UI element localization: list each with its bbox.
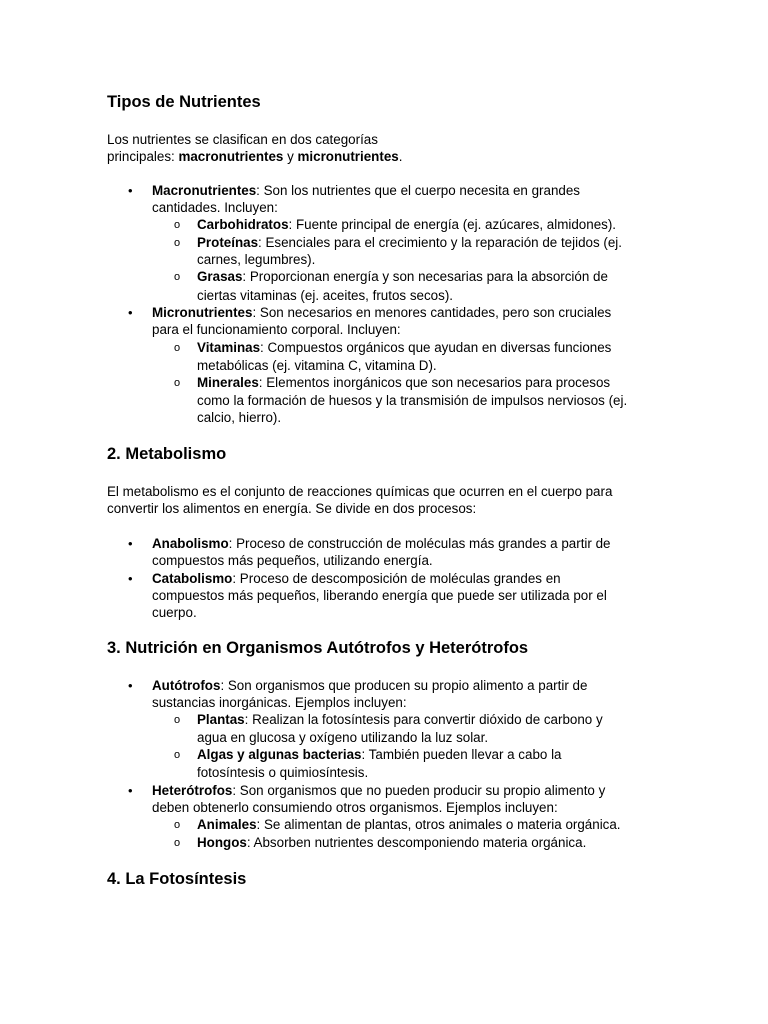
paragraph-line: El metabolismo es el conjunto de reacciones químicas que ocurren en el cuerpo para	[107, 484, 613, 499]
list-item: Micronutrientes: Son necesarios en menores cantidades, pero son cruciales	[152, 305, 612, 320]
list-item-cont: deben obtenerlo consumiendo otros organismos. Ejemplos incluyen:	[152, 800, 558, 815]
sub-list-item: Proteínas: Esenciales para el crecimiento y la reparación de tejidos (ej.	[197, 235, 622, 250]
sub-list-item: Animales: Se alimentan de plantas, otros animales o materia orgánica.	[197, 817, 621, 832]
sub-list-item-cont: como la formación de huesos y la transmisión de impulsos nerviosos (ej.	[197, 393, 628, 408]
list-item-cont: cuerpo.	[152, 605, 197, 620]
bullet-icon: •	[128, 305, 133, 320]
list-item: Heterótrofos: Son organismos que no pueden producir su propio alimento y	[152, 783, 606, 798]
bullet-icon: •	[128, 571, 133, 586]
sub-bullet-icon: o	[174, 837, 181, 849]
bold-term: macronutrientes	[178, 149, 284, 164]
sub-list-item-cont: carnes, legumbres).	[197, 252, 316, 267]
list-item-cont: sustancias inorgánicas. Ejemplos incluyen:	[152, 695, 407, 710]
sub-list-item-cont: fotosíntesis o quimiosíntesis.	[197, 765, 369, 780]
paragraph-line: principales: macronutrientes y micronutrientes.	[107, 149, 403, 164]
list-item: Anabolismo: Proceso de construcción de moléculas más grandes a partir de	[152, 536, 611, 551]
list-item-cont: compuestos más pequeños, utilizando energía.	[152, 553, 433, 568]
sub-bullet-icon: o	[174, 237, 181, 249]
list-item-cont: cantidades. Incluyen:	[152, 200, 278, 215]
sub-bullet-icon: o	[174, 819, 181, 831]
list-item: Catabolismo: Proceso de descomposición de moléculas grandes en	[152, 571, 561, 586]
list-item-cont: para el funcionamiento corporal. Incluyen:	[152, 322, 401, 337]
sub-list-item-cont: calcio, hierro).	[197, 410, 282, 425]
list-item: Autótrofos: Son organismos que producen su propio alimento a partir de	[152, 678, 588, 693]
paragraph-line: Los nutrientes se clasifican en dos categorías	[107, 132, 378, 147]
section-title-fotosintesis: 4. La Fotosíntesis	[107, 870, 247, 888]
sub-bullet-icon: o	[174, 219, 181, 231]
sub-list-item: Carbohidratos: Fuente principal de energía (ej. azúcares, almidones).	[197, 217, 617, 232]
sub-list-item-cont: agua en glucosa y oxígeno utilizando la luz solar.	[197, 730, 489, 745]
sub-bullet-icon: o	[174, 377, 181, 389]
bullet-icon: •	[128, 536, 133, 551]
section-title-nutricion: 3. Nutrición en Organismos Autótrofos y Heterótrofos	[107, 639, 529, 657]
list-item: Macronutrientes: Son los nutrientes que el cuerpo necesita en grandes	[152, 183, 580, 198]
section-title-tipos-nutrientes: Tipos de Nutrientes	[107, 93, 261, 111]
sub-list-item: Vitaminas: Compuestos orgánicos que ayudan en diversas funciones	[197, 340, 612, 355]
bullet-icon: •	[128, 678, 133, 693]
sub-list-item: Plantas: Realizan la fotosíntesis para convertir dióxido de carbono y	[197, 712, 603, 727]
section-title-metabolismo: 2. Metabolismo	[107, 445, 227, 463]
sub-bullet-icon: o	[174, 714, 181, 726]
sub-list-item: Hongos: Absorben nutrientes descomponiendo materia orgánica.	[197, 835, 587, 850]
sub-list-item: Algas y algunas bacterias: También pueden llevar a cabo la	[197, 747, 562, 762]
sub-list-item-cont: ciertas vitaminas (ej. aceites, frutos secos).	[197, 288, 453, 303]
bullet-icon: •	[128, 783, 133, 798]
sub-list-item: Minerales: Elementos inorgánicos que son necesarios para procesos	[197, 375, 611, 390]
list-item-cont: compuestos más pequeños, liberando energía que puede ser utilizada por el	[152, 588, 607, 603]
sub-bullet-icon: o	[174, 271, 181, 283]
bullet-icon: •	[128, 183, 133, 198]
sub-list-item: Grasas: Proporcionan energía y son necesarias para la absorción de	[197, 269, 608, 284]
sub-bullet-icon: o	[174, 342, 181, 354]
paragraph-line: convertir los alimentos en energía. Se divide en dos procesos:	[107, 501, 477, 516]
sub-bullet-icon: o	[174, 749, 181, 761]
bold-term: micronutrientes	[297, 149, 399, 164]
sub-list-item-cont: metabólicas (ej. vitamina C, vitamina D).	[197, 358, 437, 373]
